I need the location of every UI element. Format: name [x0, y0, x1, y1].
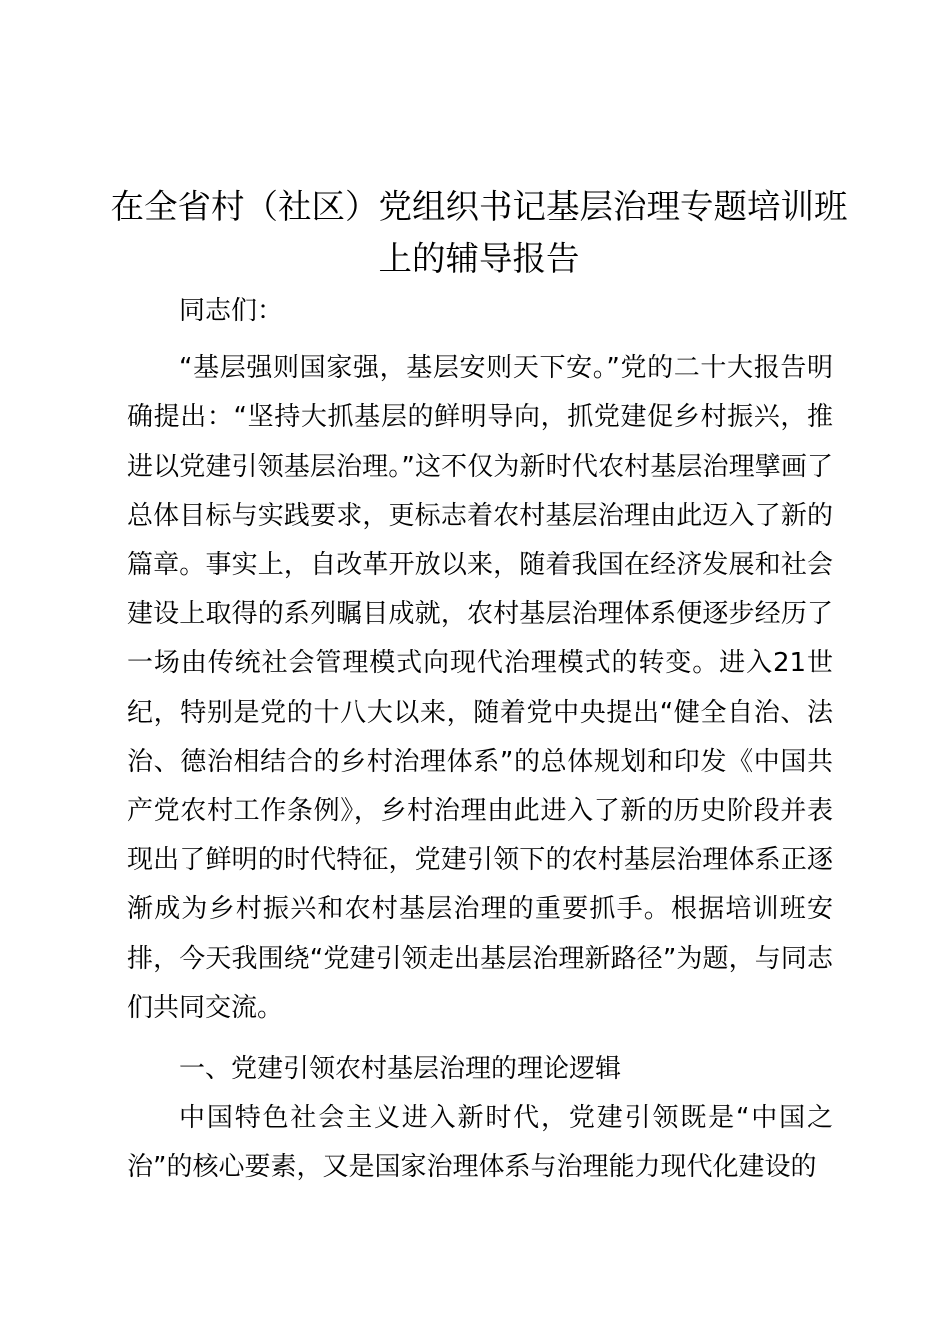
body-paragraph: “基层强则国家强，基层安则天下安。”党的二十大报告明确提出：“坚持大抓基层的鲜明导向，抓党建促乡村振兴，推进以党建引领基层治理。”这不仅为新时代农村基层治理擘画了总体目标与实践要求，更标志着农村基层治理由此迈入了新的篇章。事实上，自改革开放以来，随着我国在经济发展和社会建设上取得的系列瞩目成就，农村基层治理体系便逐步经历了一场由传统社会管理模式向现代治理模式的转变。进入21世纪，特别是党的十八大以来，随着党中央提出“健全自治、法治、德治相结合的乡村治理体系”的总体规划和印发《中国共产党农村工作条例》，乡村治理由此进入了新的历史阶段并表现出了鲜明的时代特征，党建引领下的农村基层治理体系正逐渐成为乡村振兴和农村基层治理的重要抓手。根据培训班安排，今天我围绕“党建引领走出基层治理新路径”为题，与同志们共同交流。 — [127, 353, 833, 1023]
document-title: 在全省村（社区）党组织书记基层治理专题培训班上的辅导报告 — [110, 187, 848, 278]
section-heading: 一、党建引领农村基层治理的理论逻辑 — [179, 1054, 622, 1085]
section-paragraph: 中国特色社会主义进入新时代，党建引领既是“中国之治”的核心要素，又是国家治理体系与治理能力现代化建设的 — [127, 1103, 833, 1183]
salutation: 同志们： — [179, 296, 284, 326]
document-body — [127, 287, 833, 1193]
